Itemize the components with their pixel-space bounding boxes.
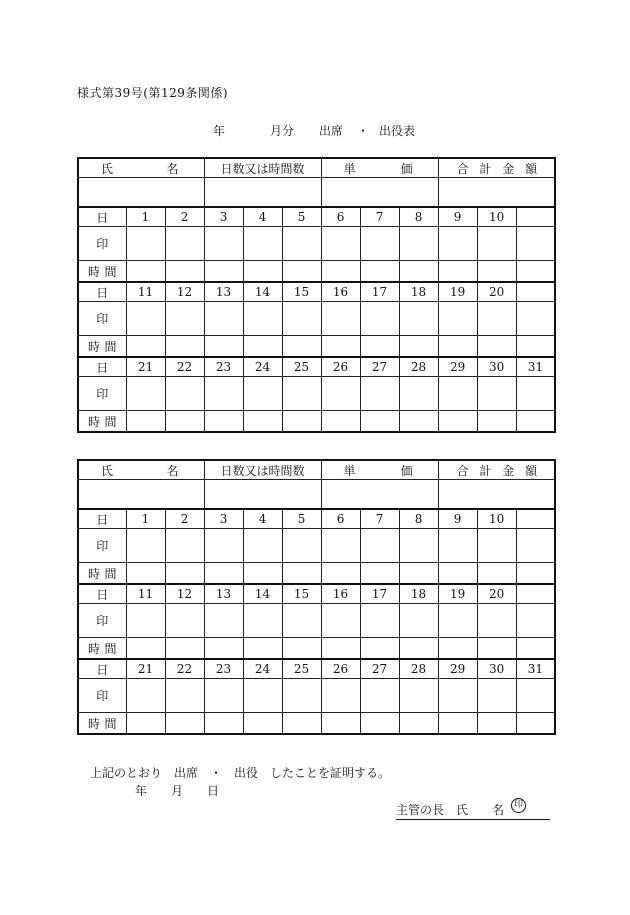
header-char: 名 bbox=[166, 161, 179, 176]
hours-cell[interactable] bbox=[438, 563, 477, 585]
day-number: 8 bbox=[399, 509, 438, 529]
hours-cell[interactable] bbox=[477, 336, 516, 358]
seal-cell[interactable] bbox=[399, 227, 438, 261]
day-number: 25 bbox=[282, 659, 321, 679]
seal-cell[interactable] bbox=[477, 679, 516, 713]
header-total-amount bbox=[438, 460, 555, 480]
day-number: 27 bbox=[360, 659, 399, 679]
seal-cell[interactable] bbox=[321, 377, 360, 411]
days-hours-cell[interactable] bbox=[204, 480, 321, 510]
hours-cell[interactable] bbox=[282, 563, 321, 585]
form-number: 様式第39号(第129条関係) bbox=[77, 86, 229, 100]
hours-cell[interactable] bbox=[516, 638, 555, 660]
hours-cell[interactable] bbox=[399, 638, 438, 660]
header-name bbox=[78, 158, 204, 178]
seal-cell[interactable] bbox=[204, 227, 243, 261]
day-number: 26 bbox=[321, 659, 360, 679]
seal-icon: 印 bbox=[511, 798, 526, 813]
seal-cell[interactable] bbox=[282, 604, 321, 638]
hours-label bbox=[78, 563, 126, 585]
day-number: 22 bbox=[165, 357, 204, 377]
seal-cell[interactable] bbox=[243, 377, 282, 411]
hours-cell[interactable] bbox=[126, 261, 165, 283]
certification-date: 年 月 日 bbox=[135, 784, 220, 798]
seal-cell[interactable] bbox=[165, 302, 204, 336]
hours-cell[interactable] bbox=[165, 261, 204, 283]
header-char: 単 bbox=[343, 161, 356, 176]
total-amount-cell[interactable] bbox=[438, 178, 555, 208]
hours-cell[interactable] bbox=[438, 336, 477, 358]
title-dot: ・ bbox=[357, 124, 370, 138]
day-number: 29 bbox=[438, 357, 477, 377]
hours-cell[interactable] bbox=[204, 563, 243, 585]
header-char: 間 bbox=[104, 566, 117, 581]
hours-cell[interactable] bbox=[360, 261, 399, 283]
seal-cell[interactable] bbox=[477, 227, 516, 261]
attendance-table-1 bbox=[77, 157, 556, 433]
hours-cell[interactable] bbox=[321, 563, 360, 585]
seal-cell[interactable] bbox=[399, 302, 438, 336]
seal-cell[interactable] bbox=[516, 604, 555, 638]
day-label: 日 bbox=[78, 509, 126, 529]
hours-cell[interactable] bbox=[282, 638, 321, 660]
day-number: 3 bbox=[204, 207, 243, 227]
day-number: 21 bbox=[126, 357, 165, 377]
seal-cell[interactable] bbox=[243, 529, 282, 563]
hours-label bbox=[78, 336, 126, 358]
hours-cell[interactable] bbox=[360, 563, 399, 585]
seal-cell[interactable] bbox=[126, 377, 165, 411]
header-char: 合 bbox=[456, 161, 469, 176]
hours-cell[interactable] bbox=[165, 336, 204, 358]
hours-cell[interactable] bbox=[321, 336, 360, 358]
title-service: 出役表 bbox=[379, 124, 416, 138]
day-number: 25 bbox=[282, 357, 321, 377]
day-number: 31 bbox=[516, 357, 555, 377]
hours-cell[interactable] bbox=[243, 713, 282, 735]
seal-cell[interactable] bbox=[399, 529, 438, 563]
seal-cell[interactable] bbox=[282, 302, 321, 336]
seal-cell[interactable] bbox=[126, 604, 165, 638]
seal-cell[interactable] bbox=[204, 529, 243, 563]
header-char: 金 bbox=[502, 161, 515, 176]
hours-cell[interactable] bbox=[399, 411, 438, 433]
day-number: 4 bbox=[243, 509, 282, 529]
day-number: 11 bbox=[126, 282, 165, 302]
day-label: 日 bbox=[78, 659, 126, 679]
seal-cell[interactable] bbox=[477, 604, 516, 638]
day-number: 2 bbox=[165, 509, 204, 529]
seal-cell[interactable] bbox=[282, 679, 321, 713]
hours-cell[interactable] bbox=[165, 563, 204, 585]
day-number: 23 bbox=[204, 357, 243, 377]
day-number: 12 bbox=[165, 584, 204, 604]
hours-cell[interactable] bbox=[165, 713, 204, 735]
hours-cell[interactable] bbox=[165, 638, 204, 660]
header-char: 間 bbox=[104, 414, 117, 429]
header-char: 時 bbox=[88, 566, 101, 581]
hours-cell[interactable] bbox=[360, 411, 399, 433]
seal-cell[interactable] bbox=[438, 302, 477, 336]
title-attend: 出席 bbox=[319, 124, 344, 138]
day-number: 9 bbox=[438, 207, 477, 227]
hours-cell[interactable] bbox=[477, 411, 516, 433]
day-number: 6 bbox=[321, 207, 360, 227]
header-days-hours: 日数又は時間数 bbox=[204, 460, 321, 480]
header-char: 時 bbox=[88, 414, 101, 429]
seal-cell[interactable] bbox=[360, 679, 399, 713]
day-number: 18 bbox=[399, 584, 438, 604]
seal-cell[interactable] bbox=[126, 302, 165, 336]
total-amount-cell[interactable] bbox=[438, 480, 555, 510]
hours-cell[interactable] bbox=[243, 638, 282, 660]
hours-cell[interactable] bbox=[243, 336, 282, 358]
header-char: 価 bbox=[400, 161, 413, 176]
hours-cell[interactable] bbox=[399, 261, 438, 283]
seal-label: 印 bbox=[78, 377, 126, 411]
seal-cell[interactable] bbox=[321, 679, 360, 713]
name-cell[interactable] bbox=[78, 480, 204, 510]
seal-cell[interactable] bbox=[477, 377, 516, 411]
hours-cell[interactable] bbox=[477, 261, 516, 283]
header-char: 間 bbox=[104, 339, 117, 354]
header-char: 間 bbox=[104, 264, 117, 279]
day-number: 17 bbox=[360, 282, 399, 302]
day-number bbox=[516, 207, 555, 227]
seal-cell[interactable] bbox=[516, 377, 555, 411]
day-number: 1 bbox=[126, 509, 165, 529]
day-number: 9 bbox=[438, 509, 477, 529]
hours-cell[interactable] bbox=[438, 713, 477, 735]
day-label: 日 bbox=[78, 357, 126, 377]
seal-cell[interactable] bbox=[165, 604, 204, 638]
attendance-table-2 bbox=[77, 459, 556, 735]
days-hours-cell[interactable] bbox=[204, 178, 321, 208]
seal-cell[interactable] bbox=[360, 377, 399, 411]
seal-cell[interactable] bbox=[282, 227, 321, 261]
unit-price-cell[interactable] bbox=[321, 480, 438, 510]
header-char: 間 bbox=[104, 641, 117, 656]
day-number: 13 bbox=[204, 584, 243, 604]
seal-cell[interactable] bbox=[243, 604, 282, 638]
seal-cell[interactable] bbox=[360, 227, 399, 261]
seal-cell[interactable] bbox=[165, 227, 204, 261]
seal-cell[interactable] bbox=[516, 227, 555, 261]
header-char: 計 bbox=[479, 463, 492, 478]
header-char: 時 bbox=[88, 339, 101, 354]
seal-cell[interactable] bbox=[438, 227, 477, 261]
hours-cell[interactable] bbox=[204, 713, 243, 735]
header-char: 氏 bbox=[101, 463, 114, 478]
form-title bbox=[77, 122, 557, 138]
hours-cell[interactable] bbox=[516, 563, 555, 585]
hours-cell[interactable] bbox=[321, 638, 360, 660]
seal-cell[interactable] bbox=[516, 679, 555, 713]
day-number: 30 bbox=[477, 659, 516, 679]
hours-cell[interactable] bbox=[126, 713, 165, 735]
hours-cell[interactable] bbox=[516, 713, 555, 735]
header-char: 間 bbox=[104, 716, 117, 731]
header-char: 額 bbox=[525, 161, 538, 176]
hours-cell[interactable] bbox=[282, 261, 321, 283]
seal-cell[interactable] bbox=[516, 529, 555, 563]
seal-cell[interactable] bbox=[282, 377, 321, 411]
hours-cell[interactable] bbox=[243, 563, 282, 585]
seal-cell[interactable] bbox=[126, 529, 165, 563]
hours-cell[interactable] bbox=[477, 713, 516, 735]
day-number: 3 bbox=[204, 509, 243, 529]
hours-cell[interactable] bbox=[360, 713, 399, 735]
header-char: 氏 bbox=[101, 161, 114, 176]
hours-cell[interactable] bbox=[477, 638, 516, 660]
day-number: 10 bbox=[477, 509, 516, 529]
day-number bbox=[516, 509, 555, 529]
day-number bbox=[516, 282, 555, 302]
day-number: 21 bbox=[126, 659, 165, 679]
header-char: 価 bbox=[400, 463, 413, 478]
day-number: 5 bbox=[282, 207, 321, 227]
hours-cell[interactable] bbox=[282, 713, 321, 735]
hours-cell[interactable] bbox=[399, 713, 438, 735]
hours-cell[interactable] bbox=[165, 411, 204, 433]
seal-cell[interactable] bbox=[438, 377, 477, 411]
hours-cell[interactable] bbox=[126, 336, 165, 358]
day-number: 14 bbox=[243, 584, 282, 604]
hours-label bbox=[78, 638, 126, 660]
day-number: 13 bbox=[204, 282, 243, 302]
seal-cell[interactable] bbox=[360, 302, 399, 336]
hours-cell[interactable] bbox=[243, 411, 282, 433]
seal-cell[interactable] bbox=[438, 529, 477, 563]
seal-cell[interactable] bbox=[321, 227, 360, 261]
seal-cell[interactable] bbox=[321, 529, 360, 563]
seal-cell[interactable] bbox=[399, 377, 438, 411]
header-name bbox=[78, 460, 204, 480]
title-month: 月分 bbox=[270, 124, 295, 138]
hours-cell[interactable] bbox=[438, 638, 477, 660]
day-number: 30 bbox=[477, 357, 516, 377]
day-number: 11 bbox=[126, 584, 165, 604]
hours-label bbox=[78, 713, 126, 735]
hours-cell[interactable] bbox=[321, 713, 360, 735]
header-char: 額 bbox=[525, 463, 538, 478]
day-number: 18 bbox=[399, 282, 438, 302]
day-label: 日 bbox=[78, 282, 126, 302]
day-number: 17 bbox=[360, 584, 399, 604]
hours-cell[interactable] bbox=[516, 336, 555, 358]
name-cell[interactable] bbox=[78, 178, 204, 208]
hours-cell[interactable] bbox=[282, 411, 321, 433]
seal-cell[interactable] bbox=[438, 679, 477, 713]
hours-cell[interactable] bbox=[243, 261, 282, 283]
header-total-amount bbox=[438, 158, 555, 178]
seal-cell[interactable] bbox=[204, 302, 243, 336]
seal-cell[interactable] bbox=[477, 529, 516, 563]
seal-cell[interactable] bbox=[360, 529, 399, 563]
day-number: 16 bbox=[321, 584, 360, 604]
seal-cell[interactable] bbox=[243, 679, 282, 713]
day-number: 31 bbox=[516, 659, 555, 679]
seal-cell[interactable] bbox=[126, 679, 165, 713]
day-number: 14 bbox=[243, 282, 282, 302]
hours-cell[interactable] bbox=[204, 261, 243, 283]
hours-label bbox=[78, 411, 126, 433]
seal-cell[interactable] bbox=[282, 529, 321, 563]
seal-cell[interactable] bbox=[243, 302, 282, 336]
seal-cell[interactable] bbox=[321, 302, 360, 336]
title-year: 年 bbox=[213, 124, 226, 138]
unit-price-cell[interactable] bbox=[321, 178, 438, 208]
day-number: 20 bbox=[477, 282, 516, 302]
hours-cell[interactable] bbox=[204, 411, 243, 433]
day-number: 5 bbox=[282, 509, 321, 529]
day-number: 15 bbox=[282, 584, 321, 604]
day-number: 1 bbox=[126, 207, 165, 227]
day-number: 6 bbox=[321, 509, 360, 529]
day-number: 20 bbox=[477, 584, 516, 604]
hours-cell[interactable] bbox=[438, 261, 477, 283]
day-number: 23 bbox=[204, 659, 243, 679]
hours-cell[interactable] bbox=[360, 638, 399, 660]
hours-cell[interactable] bbox=[321, 261, 360, 283]
day-number: 29 bbox=[438, 659, 477, 679]
header-unit-price bbox=[321, 158, 438, 178]
day-number: 28 bbox=[399, 659, 438, 679]
seal-cell[interactable] bbox=[477, 302, 516, 336]
seal-label: 印 bbox=[78, 227, 126, 261]
seal-label: 印 bbox=[78, 302, 126, 336]
day-label: 日 bbox=[78, 207, 126, 227]
seal-cell[interactable] bbox=[243, 227, 282, 261]
hours-cell[interactable] bbox=[282, 336, 321, 358]
hours-cell[interactable] bbox=[360, 336, 399, 358]
seal-cell[interactable] bbox=[204, 679, 243, 713]
hours-cell[interactable] bbox=[399, 563, 438, 585]
day-number: 16 bbox=[321, 282, 360, 302]
seal-cell[interactable] bbox=[360, 604, 399, 638]
header-unit-price bbox=[321, 460, 438, 480]
seal-cell[interactable] bbox=[399, 604, 438, 638]
seal-cell[interactable] bbox=[165, 529, 204, 563]
seal-label: 印 bbox=[78, 679, 126, 713]
header-char: 時 bbox=[88, 716, 101, 731]
hours-cell[interactable] bbox=[126, 638, 165, 660]
seal-cell[interactable] bbox=[438, 604, 477, 638]
day-number: 24 bbox=[243, 659, 282, 679]
header-char: 金 bbox=[502, 463, 515, 478]
hours-cell[interactable] bbox=[204, 638, 243, 660]
header-char: 単 bbox=[343, 463, 356, 478]
hours-cell[interactable] bbox=[126, 563, 165, 585]
seal-cell[interactable] bbox=[126, 227, 165, 261]
day-number bbox=[516, 584, 555, 604]
day-number: 7 bbox=[360, 509, 399, 529]
seal-cell[interactable] bbox=[321, 604, 360, 638]
day-number: 7 bbox=[360, 207, 399, 227]
hours-cell[interactable] bbox=[477, 563, 516, 585]
seal-cell[interactable] bbox=[165, 377, 204, 411]
day-number: 26 bbox=[321, 357, 360, 377]
day-number: 4 bbox=[243, 207, 282, 227]
day-number: 28 bbox=[399, 357, 438, 377]
hours-cell[interactable] bbox=[516, 411, 555, 433]
day-number: 19 bbox=[438, 584, 477, 604]
hours-cell[interactable] bbox=[204, 336, 243, 358]
day-number: 27 bbox=[360, 357, 399, 377]
header-char: 名 bbox=[166, 463, 179, 478]
seal-label: 印 bbox=[78, 529, 126, 563]
hours-cell[interactable] bbox=[438, 411, 477, 433]
seal-label: 印 bbox=[78, 604, 126, 638]
header-char: 時 bbox=[88, 264, 101, 279]
header-char: 時 bbox=[88, 641, 101, 656]
seal-cell[interactable] bbox=[165, 679, 204, 713]
seal-cell[interactable] bbox=[399, 679, 438, 713]
hours-cell[interactable] bbox=[321, 411, 360, 433]
day-number: 15 bbox=[282, 282, 321, 302]
header-char: 合 bbox=[456, 463, 469, 478]
day-number: 2 bbox=[165, 207, 204, 227]
day-number: 12 bbox=[165, 282, 204, 302]
day-number: 8 bbox=[399, 207, 438, 227]
seal-cell[interactable] bbox=[516, 302, 555, 336]
hours-cell[interactable] bbox=[399, 336, 438, 358]
seal-cell[interactable] bbox=[204, 604, 243, 638]
hours-cell[interactable] bbox=[126, 411, 165, 433]
day-number: 19 bbox=[438, 282, 477, 302]
header-days-hours: 日数又は時間数 bbox=[204, 158, 321, 178]
signer-line: 主管の長 氏 名 bbox=[396, 801, 550, 820]
day-number: 22 bbox=[165, 659, 204, 679]
hours-cell[interactable] bbox=[516, 261, 555, 283]
day-number: 24 bbox=[243, 357, 282, 377]
certification-text: 上記のとおり 出席 ・ 出役 したことを証明する。 bbox=[90, 766, 391, 780]
day-label: 日 bbox=[78, 584, 126, 604]
header-char: 計 bbox=[479, 161, 492, 176]
hours-label bbox=[78, 261, 126, 283]
seal-cell[interactable] bbox=[204, 377, 243, 411]
day-number: 10 bbox=[477, 207, 516, 227]
